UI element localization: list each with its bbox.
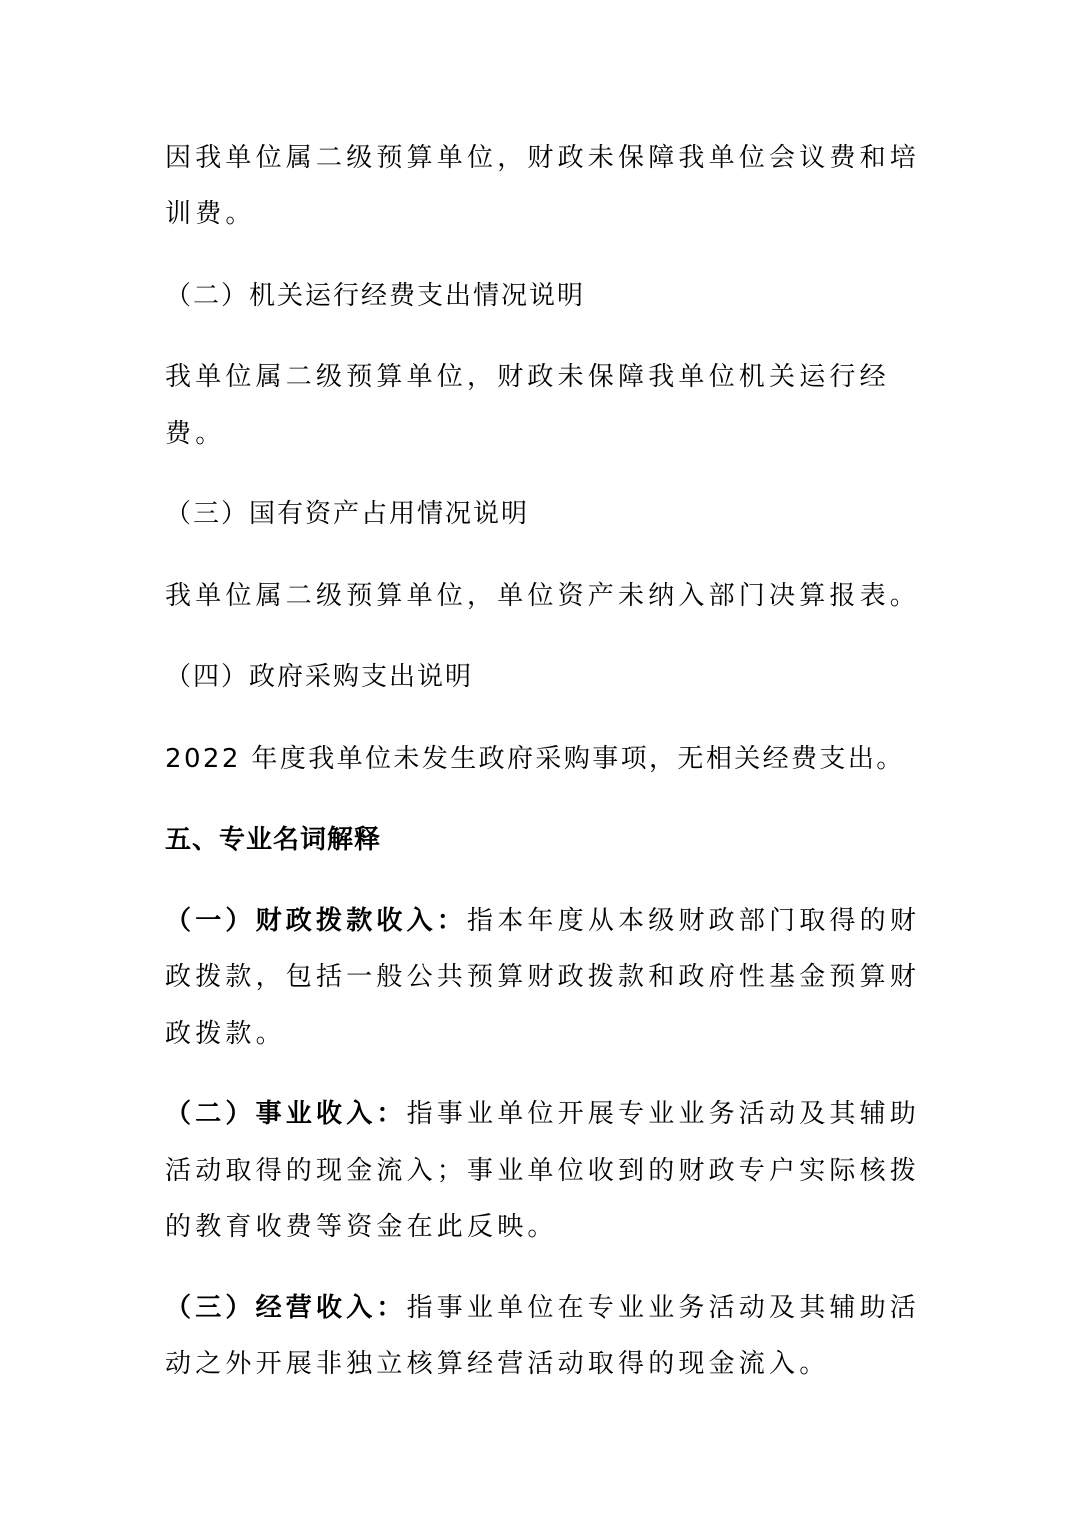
subheading-state-assets: （三）国有资产占用情况说明 [165, 499, 530, 529]
term-definition-line [165, 1292, 925, 1324]
paragraph-line: 活动取得的现金流入；事业单位收到的财政专户实际核拨 [165, 1156, 921, 1186]
paragraph-line: 我单位属二级预算单位，单位资产未纳入部门决算报表。 [165, 581, 921, 611]
paragraph-line: 费。 [165, 419, 226, 449]
paragraph-line: 训费。 [165, 199, 256, 229]
term-label: （二）事业收入： [165, 1099, 407, 1129]
paragraph-line: 政拨款。 [165, 1019, 286, 1049]
term-text: 指事业单位在专业业务活动及其辅助活 [406, 1293, 921, 1323]
term-definition-line [165, 1098, 925, 1130]
paragraph-line: 的教育收费等资金在此反映。 [165, 1212, 558, 1242]
paragraph-line: 动之外开展非独立核算经营活动取得的现金流入。 [165, 1349, 830, 1379]
term-definition-line [165, 905, 925, 937]
term-text: 指事业单位开展专业业务活动及其辅助 [406, 1099, 921, 1129]
paragraph-line: 因我单位属二级预算单位，财政未保障我单位会议费和培 [165, 143, 921, 173]
term-label: （一）财政拨款收入： [165, 906, 468, 936]
subheading-operating-expenses: （二）机关运行经费支出情况说明 [165, 281, 586, 311]
term-text: 指本年度从本级财政部门取得的财 [467, 906, 921, 936]
subheading-government-procurement: （四）政府采购支出说明 [165, 662, 474, 692]
term-label: （三）经营收入： [165, 1293, 407, 1323]
paragraph-line: 政拨款，包括一般公共预算财政拨款和政府性基金预算财 [165, 962, 921, 992]
paragraph-line: 2022 年度我单位未发生政府采购事项，无相关经费支出。 [165, 744, 905, 774]
paragraph-line: 我单位属二级预算单位，财政未保障我单位机关运行经 [165, 362, 890, 392]
section-heading-terms: 五、专业名词解释 [165, 825, 382, 855]
